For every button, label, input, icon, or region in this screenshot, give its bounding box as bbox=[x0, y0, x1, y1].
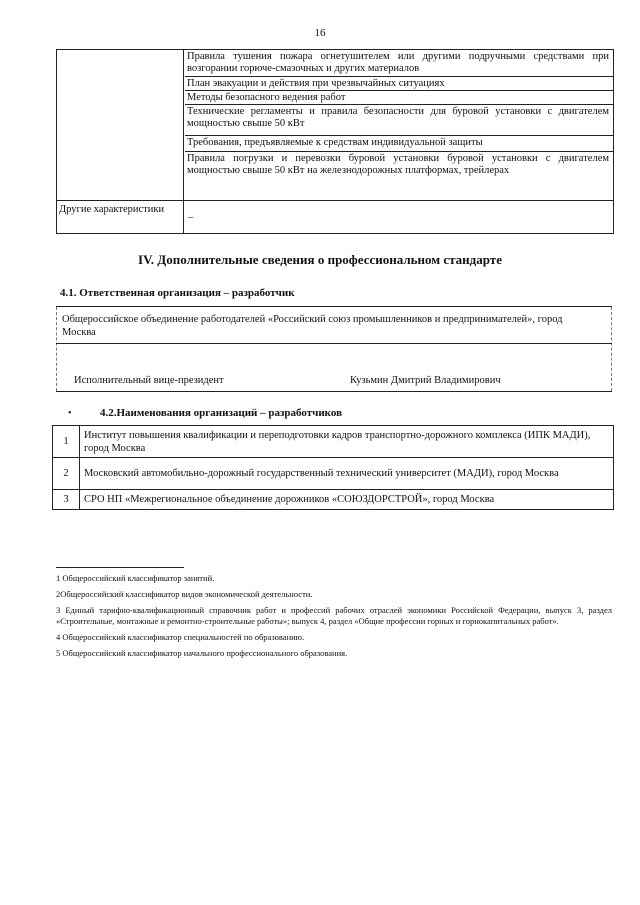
divider bbox=[611, 307, 612, 391]
developer-name: Институт повышения квалификации и переподготовки кадров транспортно-дорожного комплекса (ИПК МАДИ), город Москва bbox=[80, 426, 614, 458]
footnote: 1 Общероссийский классификатор занятий. bbox=[56, 573, 215, 583]
footnote: 2Общероссийский классификатор видов экономической деятельности. bbox=[56, 589, 313, 599]
responsible-org-box bbox=[56, 306, 612, 392]
knowledge-table bbox=[56, 49, 614, 234]
org-name: Общероссийское объединение работодателей «Российский союз промышленников и предпринимателей», город Москва bbox=[62, 314, 563, 338]
divider bbox=[57, 200, 613, 201]
table-row: Методы безопасного ведения работ bbox=[185, 91, 613, 105]
developer-name: Московский автомобильно-дорожный государственный технический университет (МАДИ), город Москва bbox=[80, 458, 614, 490]
table-row: План эвакуации и действия при чрезвычайных ситуациях bbox=[185, 77, 613, 91]
bullet-mark: • bbox=[68, 408, 72, 419]
other-characteristics-value: – bbox=[188, 212, 194, 223]
subheading-responsible-org: 4.1. Ответственная организация – разработчик bbox=[60, 287, 295, 299]
table-row: Правила погрузки и перевозки буровой установки буровой установки с двигателем мощностью свыше 50 кВт на железнодорожных платформах, трейлерах bbox=[187, 153, 609, 176]
footnote: 5 Общероссийский классификатор начального профессионального образования. bbox=[56, 648, 348, 658]
row-number: 2 bbox=[53, 458, 80, 490]
section-title: IV. Дополнительные сведения о профессиональном стандарте bbox=[138, 252, 502, 267]
footnote-separator bbox=[56, 567, 184, 568]
person-name: Кузьмин Дмитрий Владимирович bbox=[350, 375, 501, 386]
row-number: 3 bbox=[53, 490, 80, 510]
developer-name: СРО НП «Межрегиональное объединение дорожников «СОЮЗДОРСТРОЙ», город Москва bbox=[80, 490, 614, 510]
position-title: Исполнительный вице-президент bbox=[74, 375, 224, 386]
subheading-developers: 4.2.Наименования организаций – разработчиков bbox=[100, 407, 343, 419]
table-row bbox=[53, 490, 614, 510]
other-characteristics-label: Другие характеристики bbox=[59, 204, 165, 215]
divider bbox=[56, 343, 612, 344]
developers-table bbox=[52, 425, 614, 510]
row-number: 1 bbox=[53, 426, 80, 458]
table-row: Правила тушения пожара огнетушителем или другими подручными средствами при возгорании горюче-смазочных и других материалов bbox=[185, 50, 613, 77]
table-row bbox=[53, 426, 614, 458]
footnote: 3 Единый тарифно-квалификационный справочник работ и профессий рабочих отраслей экономики Российской Федерации, выпуск 3, раздел «Строительные, монтажные и ремонтно-строительные работы»; выпуск 4, раздел «Общие профессии горных и горнокапитальных работ». bbox=[56, 605, 612, 626]
footnotes bbox=[56, 573, 612, 664]
table-row: Требования, предъявляемые к средствам индивидуальной защиты bbox=[185, 136, 613, 152]
divider bbox=[56, 307, 57, 391]
footnote: 4 Общероссийский классификатор специальностей по образованию. bbox=[56, 632, 305, 642]
table-row: Технические регламенты и правила безопасности для буровой установки с двигателем мощностью свыше 50 кВт bbox=[185, 105, 613, 136]
page-number: 16 bbox=[314, 27, 326, 39]
table-row bbox=[53, 458, 614, 490]
